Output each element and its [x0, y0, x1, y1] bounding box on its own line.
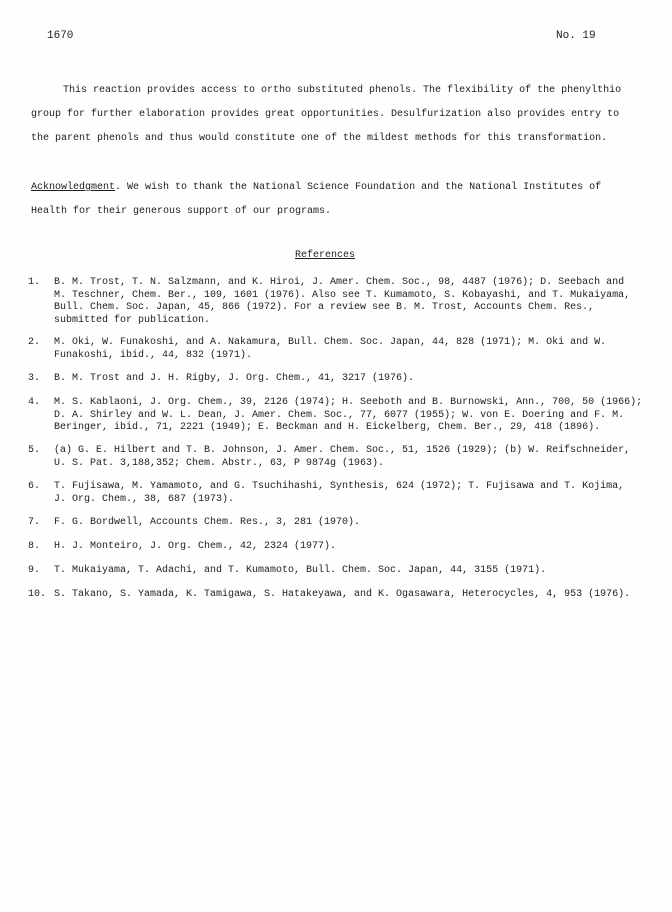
reference-number: 4. [28, 397, 41, 408]
reference-line: Beringer, ibid., 71, 2221 (1949); E. Beckman and H. Eickelberg, Chem. Ber., 29, 418 (1896). [54, 422, 601, 433]
reference-line: T. Mukaiyama, T. Adachi, and T. Kumamoto, Bull. Chem. Soc. Japan, 44, 3155 (1971). [54, 565, 547, 576]
reference-number: 5. [28, 445, 41, 456]
reference-line: S. Takano, S. Yamada, K. Tamigawa, S. Hatakeyawa, and K. Ogasawara, Heterocycles, 4, 953 (1976). [54, 589, 631, 600]
issue-number: No. 19 [556, 30, 596, 42]
reference-line: (a) G. E. Hilbert and T. B. Johnson, J. Amer. Chem. Soc., 51, 1526 (1929); (b) W. Reifschneider, [54, 445, 631, 456]
reference-line: submitted for publication. [54, 314, 211, 326]
reference-line: H. J. Monteiro, J. Org. Chem., 42, 2324 (1977). [54, 541, 337, 552]
body-paragraph [31, 84, 651, 156]
acknowledgment-text: Health for their generous support of our programs. [31, 206, 332, 217]
acknowledgment-text: . We wish to thank the National Science Foundation and the National Institutes of [115, 182, 602, 193]
reference-line: J. Org. Chem., 38, 687 (1973). [54, 493, 235, 505]
reference-number: 6. [28, 481, 41, 492]
reference-line: T. Fujisawa, M. Yamamoto, and G. Tsuchihashi, Synthesis, 624 (1972); T. Fujisawa and T. Kojima, [54, 481, 625, 492]
reference-line: Funakoshi, ibid., 44, 832 (1971). [54, 349, 253, 361]
reference-line: M. S. Kablaoni, J. Org. Chem., 39, 2126 (1974); H. Seeboth and B. Burnowski, Ann., 700, 50 (1966); [54, 397, 643, 408]
paragraph-line: group for further elaboration provides great opportunities. Desulfurization also provides entry to [31, 109, 620, 120]
acknowledgment-heading: Acknowledgment [31, 182, 116, 193]
paragraph-line: the parent phenols and thus would constitute one of the mildest methods for this transformation. [31, 133, 608, 144]
acknowledgment-paragraph [31, 181, 651, 229]
reference-number: 1. [28, 277, 41, 288]
paragraph-line: This reaction provides access to ortho substituted phenols. The flexibility of the phenylthio [63, 85, 622, 96]
reference-number: 2. [28, 337, 41, 348]
references-heading: References [295, 250, 356, 261]
reference-number: 9. [28, 565, 41, 576]
reference-line: Bull. Chem. Soc. Japan, 45, 866 (1972). For a review see B. M. Trost, Accounts Chem. Res., [54, 302, 595, 313]
reference-line: D. A. Shirley and W. L. Dean, J. Amer. Chem. Soc., 77, 6077 (1955); W. von E. Doering and F. M. [54, 409, 625, 421]
reference-line: F. G. Bordwell, Accounts Chem. Res., 3, 281 (1970). [54, 517, 361, 528]
reference-line: B. M. Trost, T. N. Salzmann, and K. Hiroi, J. Amer. Chem. Soc., 98, 4487 (1976); D. Seebach and [54, 277, 625, 288]
reference-number: 10. [28, 589, 47, 600]
reference-number: 8. [28, 541, 41, 552]
reference-line: U. S. Pat. 3,188,352; Chem. Abstr., 63, P 9874g (1963). [54, 457, 385, 469]
page-number: 1670 [47, 30, 74, 42]
reference-line: M. Oki, W. Funakoshi, and A. Nakamura, Bull. Chem. Soc. Japan, 44, 828 (1971); M. Oki and W. [54, 337, 607, 348]
reference-line: M. Teschner, Chem. Ber., 109, 1601 (1976). Also see T. Kumamoto, S. Kobayashi, and T. Mukaiyama, [54, 289, 631, 301]
reference-number: 3. [28, 373, 41, 384]
reference-number: 7. [28, 517, 41, 528]
reference-line: B. M. Trost and J. H. Rigby, J. Org. Chem., 41, 3217 (1976). [54, 373, 415, 384]
